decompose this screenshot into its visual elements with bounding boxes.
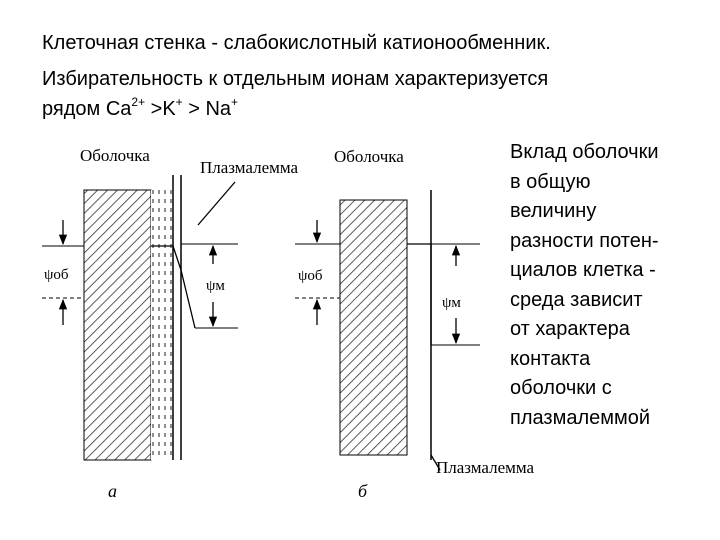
psi-m-label-b: ψм xyxy=(442,295,461,311)
side-line: оболочки с xyxy=(510,377,612,399)
side-line: контакта xyxy=(510,347,591,370)
side-line: от характера xyxy=(510,318,630,340)
membrane-label-b: Плазмалемма xyxy=(436,458,535,477)
side-line: циалов клетка - xyxy=(510,259,656,281)
panel-label-a: а xyxy=(108,481,117,501)
side-line: величину xyxy=(510,200,597,222)
psi-ob-label-b: ψоб xyxy=(298,268,323,284)
k-charge: + xyxy=(175,95,183,109)
panel-a xyxy=(42,146,299,501)
membrane-label-a: Плазмалемма xyxy=(200,158,299,177)
side-line: плазмалеммой xyxy=(510,406,651,429)
potential-profile-b xyxy=(407,244,431,345)
side-line: Вклад оболочки xyxy=(510,141,659,163)
side-line: среда зависит xyxy=(510,288,643,311)
selectivity-line-2-prefix: рядом Ca xyxy=(42,98,132,120)
ca-charge: 2+ xyxy=(131,95,146,109)
membrane-dashed-layer-a xyxy=(151,190,173,460)
slide-title: Клеточная стенка - слабокислотный катионообменник. xyxy=(42,32,551,54)
psi-m-label-a: ψм xyxy=(206,278,225,294)
shell-wall-b xyxy=(340,200,407,455)
na-charge: + xyxy=(231,95,239,109)
side-line: в общую xyxy=(510,170,591,193)
shell-label-b: Оболочка xyxy=(334,147,404,166)
membrane-pointer-a xyxy=(198,182,235,225)
panel-b xyxy=(295,147,535,501)
selectivity-line-1: Избирательность к отдельным ионам характеризуется xyxy=(42,68,549,90)
shell-wall-a xyxy=(84,190,151,460)
panel-label-b: б xyxy=(358,481,368,501)
selectivity-sep-1: >K xyxy=(145,98,176,120)
side-line: разности потен- xyxy=(510,229,659,252)
shell-label-a: Оболочка xyxy=(80,146,150,165)
selectivity-sep-2: > Na xyxy=(182,98,232,120)
psi-ob-label-a: ψоб xyxy=(44,267,69,283)
